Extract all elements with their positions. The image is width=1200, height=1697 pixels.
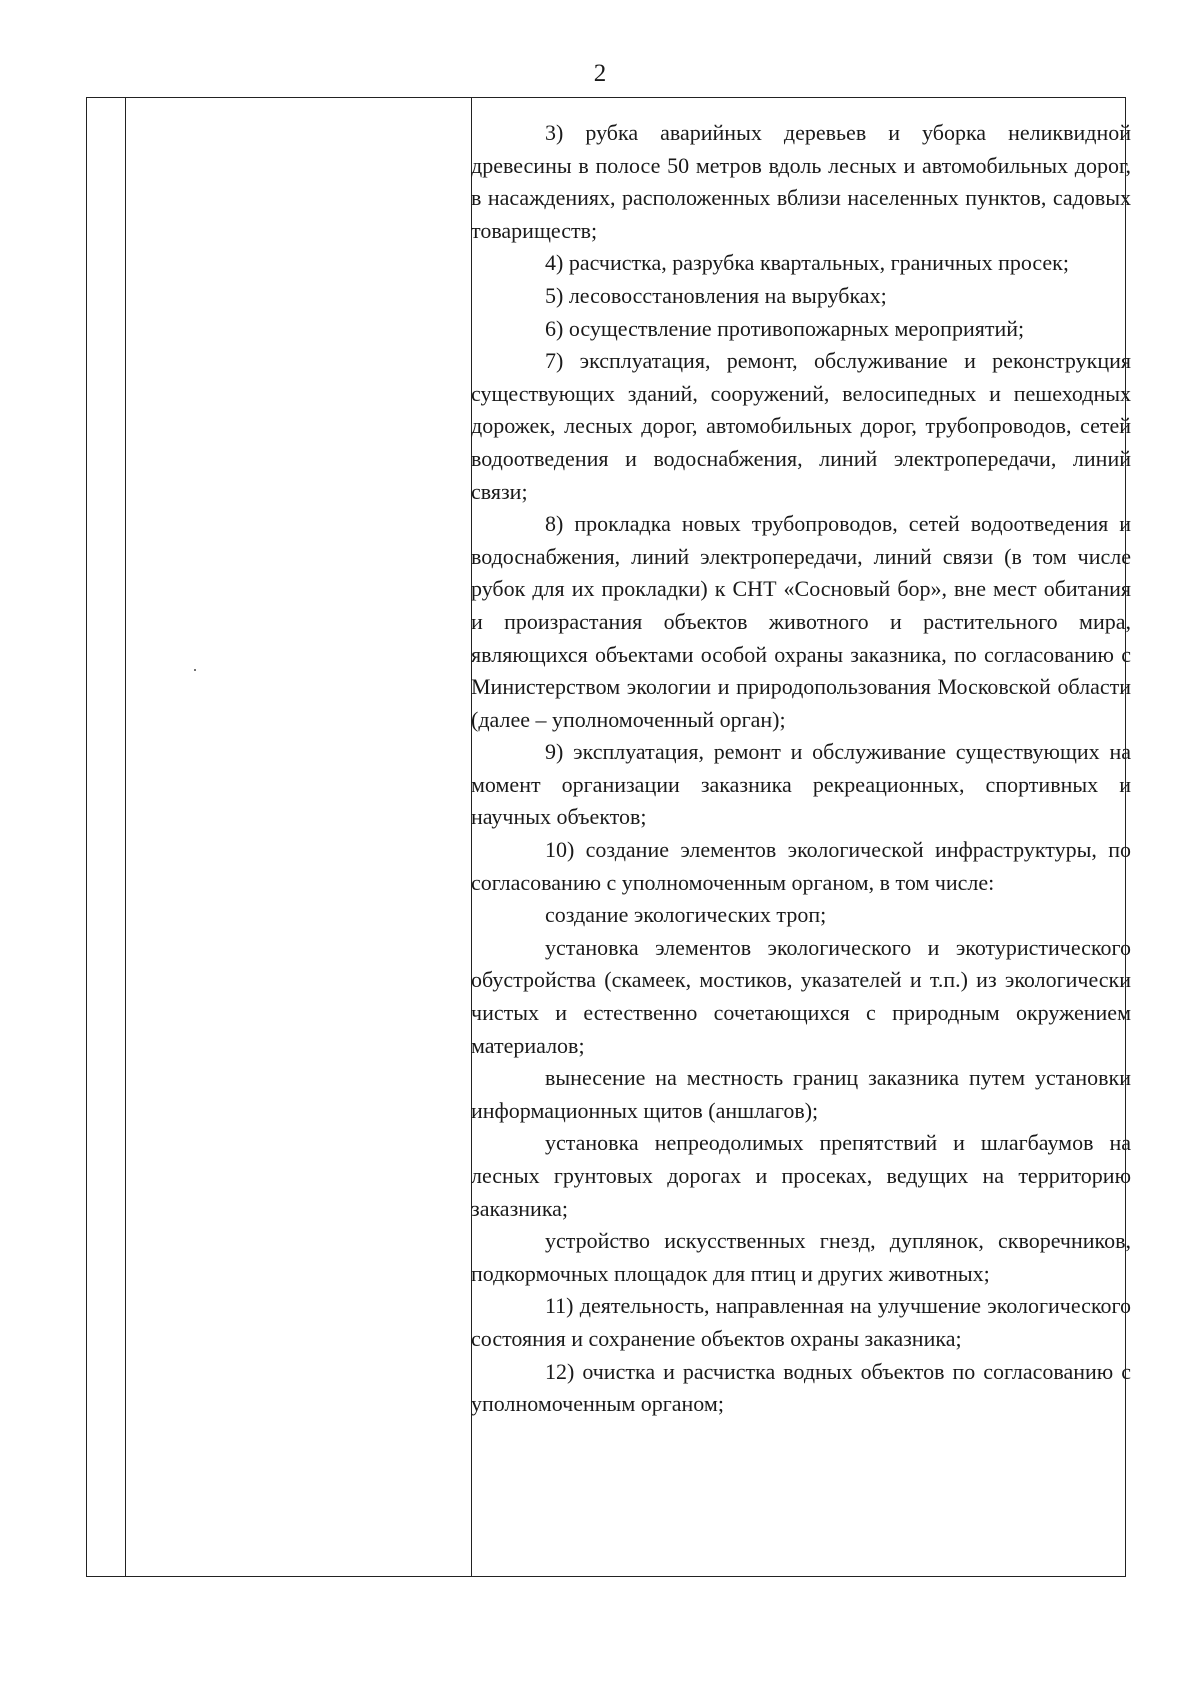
list-item: 9) эксплуатация, ремонт и обслуживание существующих на момент организации заказника рекреационных, спортивных и научных объектов; xyxy=(471,739,1131,830)
page-number: 2 xyxy=(593,60,607,87)
list-item: установка элементов экологического и экотуристического обустройства (скамеек, мостиков, указателей и т.п.) из экологически чистых и естественно сочетающихся с природным окружением материалов; xyxy=(471,934,1131,1058)
list-item: 4) расчистка, разрубка квартальных, граничных просек; xyxy=(545,250,1069,276)
list-item: 3) рубка аварийных деревьев и уборка неликвидной древесины в полосе 50 метров вдоль лесных и автомобильных дорог, в насаждениях, расположенных вблизи населенных пунктов, садовых товариществ; xyxy=(471,120,1131,243)
list-item: 10) создание элементов экологической инфраструктуры, по согласованию с уполномоченным органом, в том числе: xyxy=(471,837,1131,895)
list-item: 12) очистка и расчистка водных объектов по согласованию с уполномоченным органом; xyxy=(471,1358,1131,1417)
list-item: 7) эксплуатация, ремонт, обслуживание и реконструкция существующих зданий, сооружений, велосипедных и пешеходных дорожек, лесных дорог, автомобильных дорог, трубопроводов, сетей водоотведения и водоснабжения, линий электропередачи, линий связи; xyxy=(471,348,1131,504)
list-item: 8) прокладка новых трубопроводов, сетей водоотведения и водоснабжения, линий электропередачи, линий связи (в том числе рубок для их прокладки) к СНТ «Сосновый бор», вне мест обитания и произрастания объектов животного и растительного мира, являющихся объектами особой охраны заказника, по согласованию с Министерством экологии и природопользования Московской области (далее – уполномоченный орган); xyxy=(471,511,1131,732)
list-item: 6) осуществление противопожарных мероприятий; xyxy=(545,315,1025,341)
list-item: 5) лесовосстановления на вырубках; xyxy=(545,282,887,308)
table-cell-text xyxy=(471,117,1131,1421)
list-item: вынесение на местность границ заказника путем установки информационных щитов (аншлагов); xyxy=(471,1065,1131,1123)
list-item: устройство искусственных гнезд, дуплянок, скворечников, подкормочных площадок для птиц и других животных; xyxy=(471,1228,1131,1286)
list-item: создание экологических троп; xyxy=(545,902,827,928)
scan-speck xyxy=(194,669,196,671)
list-item: установка непреодолимых препятствий и шлагбаумов на лесных грунтовых дорогах и просеках, ведущих на территорию заказника; xyxy=(471,1130,1131,1221)
list-item: 11) деятельность, направленная на улучшение экологического состояния и сохранение объектов охраны заказника; xyxy=(471,1293,1131,1351)
column-divider-1 xyxy=(125,98,126,1576)
